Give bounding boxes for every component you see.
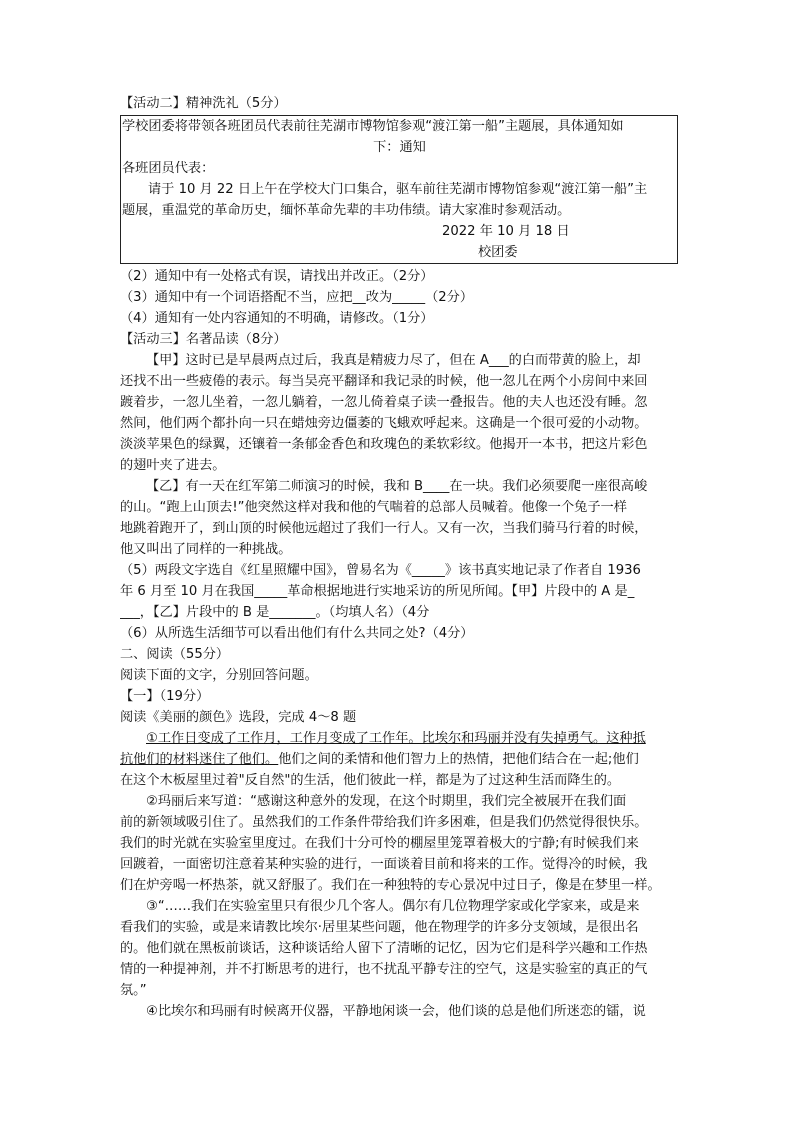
question-3: （3）通知中有一个词语搭配不当，应把__改为_____（2分） <box>120 290 474 305</box>
jia-line: 踱着步，一忽儿坐着，一忽儿躺着，一忽儿倚着桌子读一叠报告。他的夫人也还没有睡。忽 <box>120 395 648 410</box>
document-page <box>120 93 678 1022</box>
underlined-sentence: ①工作日变成了工作月，工作月变成了工作年。比埃尔和玛丽并没有失掉勇气。这种抵 <box>146 731 646 746</box>
passage-text: 他们之间的柔情和他们智力上的热情，把他们结合在一起;他们 <box>278 752 639 767</box>
passage-p2-line: 前的新领域吸引住了。虽然我们的工作条件带给我们许多困难，但是我们仍然觉得很快乐。 <box>120 815 648 830</box>
activity3-heading: 【活动三】名著品读（8分） <box>120 332 287 347</box>
notice-intro-line1: 学校团委将带领各班团员代表前往芜湖市博物馆参观“渡江第一船”主题展，具体通知如 <box>122 119 624 134</box>
notice-body-line1: 请于 10 月 22 日上午在学校大门口集合，驱车前往芜湖市博物馆参观“渡江第一船”主 <box>148 182 648 197</box>
reading-heading: 二、阅读（55分） <box>120 647 230 662</box>
jia-line: 然间，他们两个都扑向一只在蜡烛旁边僵萎的飞蛾欢呼起来。这确是一个很可爱的小动物。 <box>120 416 648 431</box>
notice-greeting: 各班团员代表： <box>122 161 215 176</box>
activity2-heading: 【活动二】精神洗礼（5分） <box>120 96 287 111</box>
jia-line: 淡淡苹果色的绿翼，还镶着一条郁金香色和玫瑰色的柔软彩纹。他揭开一本书，把这片彩色 <box>120 437 648 452</box>
notice-body-line2: 题展，重温党的革命历史，缅怀革命先辈的丰功伟绩。请大家准时参观活动。 <box>122 203 571 218</box>
notice-org: 校团委 <box>478 245 518 260</box>
notice-box <box>120 115 678 264</box>
jia-line: 【甲】这时已是早晨两点过后，我真是精疲力尽了，但在 A___的白而带黄的脸上，却 <box>146 353 641 368</box>
passage-p2-line: 回踱着，一面密切注意着某种实验的进行，一面谈着目前和将来的工作。觉得冷的时候，我 <box>120 857 648 872</box>
passage-p2-line: 们在炉旁喝一杯热茶，就又舒服了。我们在一种独特的专心景况中过日子，像是在梦里一样。 <box>120 878 661 893</box>
jia-line: 的翅叶夹了进去。 <box>120 458 226 473</box>
reading-instruction: 阅读下面的文字，分别回答问题。 <box>120 668 318 683</box>
notice-intro-line2: 下：通知 <box>373 140 426 155</box>
passage-p2-line: ②玛丽后来写道：“感谢这种意外的发现，在这个时期里，我们完全被展开在我们面 <box>146 794 627 809</box>
question-2: （2）通知中有一处格式有误，请找出并改正。（2分） <box>120 269 434 284</box>
yi-line: 地跳着跑开了，到山顶的时候他远超过了我们一行人。又有一次，当我们骑马行着的时候， <box>120 521 648 536</box>
passage-p4-line: ④比埃尔和玛丽有时候离开仪器，平静地闲谈一会，他们谈的总是他们所迷恋的镭，说 <box>146 1004 646 1019</box>
yi-line: 【乙】有一天在红军第二师演习的时候，我和 B____在一块。我们必须要爬一座很高峻 <box>146 479 648 494</box>
question-4: （4）通知有一处内容通知的不明确，请修改。（1分） <box>120 311 434 326</box>
passage-p3-line: ③“……我们在实验室里只有很少几个客人。偶尔有几位物理学家或化学家来，或是来 <box>146 899 640 914</box>
underlined-sentence: 抗他们的材料迷住了他们。 <box>120 752 279 767</box>
question-5-line1: （5）两段文字选自《红星照耀中国》，曾易名为《_____》该书真实地记录了作者自 1936 <box>120 563 641 578</box>
passage-p1-line3: 在这个木板屋里过着"反自然"的生活，他们彼此一样，都是为了过这种生活而降生的。 <box>120 773 621 788</box>
passage-p3-line: 看我们的实验，或是来请教比埃尔·居里某些问题，他在物理学的许多分支领域，是很出名 <box>120 920 639 935</box>
reading-part1-heading: 【一】（19分） <box>120 689 210 704</box>
yi-line: 他又叫出了同样的一种挑战。 <box>120 542 292 557</box>
question-6: （6）从所选生活细节可以看出他们有什么共同之处?（4分） <box>120 626 474 641</box>
question-5-line3: ___，【乙】片段中的 B 是_______。（均填人名）（4分 <box>120 605 430 620</box>
passage-p3-line: 氛。” <box>120 983 147 998</box>
passage-p3-line: 情的一种提神剂，并不打断思考的进行，也不扰乱平静专注的空气，这是实验室的真正的气 <box>120 962 648 977</box>
jia-line: 还找不出一些疲倦的表示。每当吴亮平翻译和我记录的时候，他一忽儿在两个小房间中来回 <box>120 374 648 389</box>
question-5-line2: 年 6 月至 10 月在我国_____革命根据地进行实地采访的所见所闻。【甲】片段中的 A 是_ <box>120 584 635 599</box>
passage-p3-line: 的。他们就在黑板前谈话，这种谈话给人留下了清晰的记忆，因为它们是科学兴趣和工作热 <box>120 941 648 956</box>
passage-p2-line: 我们的时光就在实验室里度过。在我们十分可怜的棚屋里笼罩着极大的宁静;有时候我们来 <box>120 836 639 851</box>
yi-line: 的山。“跑上山顶去!”他突然这样对我和他的气喘着的总部人员喊着。他像一个兔子一样 <box>120 500 627 515</box>
notice-date: 2022 年 10 月 18 日 <box>442 224 570 239</box>
reading-intro: 阅读《美丽的颜色》选段，完成 4～8 题 <box>120 710 357 725</box>
passage-p1-line1 <box>120 728 678 749</box>
passage-p1-line2 <box>120 749 678 770</box>
